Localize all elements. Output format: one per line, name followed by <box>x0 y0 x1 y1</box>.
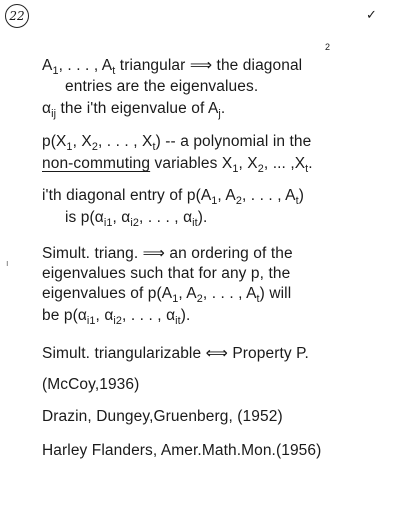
property-p-line: Simult. triangularizable ⟺ Property P. <box>42 345 309 362</box>
triangular-line-2: entries are the eigenvalues. <box>65 78 259 95</box>
simult-triang-line-1: Simult. triang. ⟹ an ordering of the <box>42 245 293 262</box>
diagonal-entry-value: is $p(\alpha_{i1}$, $\alpha_{i2}$, . . . , $\alpha_{it}$). <box>65 209 208 229</box>
checkmark-icon: ✓ <box>366 8 377 23</box>
margin-mark: ı <box>6 258 9 268</box>
flanders-reference: Harley Flanders, Amer.Math.Mon.(1956) <box>42 442 322 459</box>
triangular-line: $A_1$, . . . , $A_t$ triangular ⟹ the diagonal <box>42 57 303 77</box>
drazin-reference: Drazin, Dungey,Gruenberg, (1952) <box>42 408 283 425</box>
page-circle-number: 22 <box>5 4 29 28</box>
non-commuting-line: non-commuting variables $X_1$, $X_2$, ... $,X_t$. <box>42 155 313 175</box>
polynomial-line: $p(X_1$, $X_2$, . . . , $X_t$) -- a polynomial in the <box>42 133 312 153</box>
alpha-definition: $\alpha_{ij}$ the i'th eigenvalue of $A_j$. <box>42 100 226 120</box>
simult-triang-line-2: eigenvalues such that for any p, the <box>42 265 291 282</box>
simult-triang-line-3: eigenvalues of $p(A_1$, $A_2$, . . . , $A_t$) will <box>42 285 292 305</box>
diagonal-entry-line: i'th diagonal entry of $p(A_1$, $A_2$, . . . , $A_t$) <box>42 187 305 207</box>
simult-triang-line-4: be $p(\alpha_{i1}$, $\alpha_{i2}$, . . . , $\alpha_{it}$). <box>42 307 191 327</box>
mccoy-reference: (McCoy,1936) <box>42 376 140 393</box>
page-number: 2 <box>325 42 331 52</box>
